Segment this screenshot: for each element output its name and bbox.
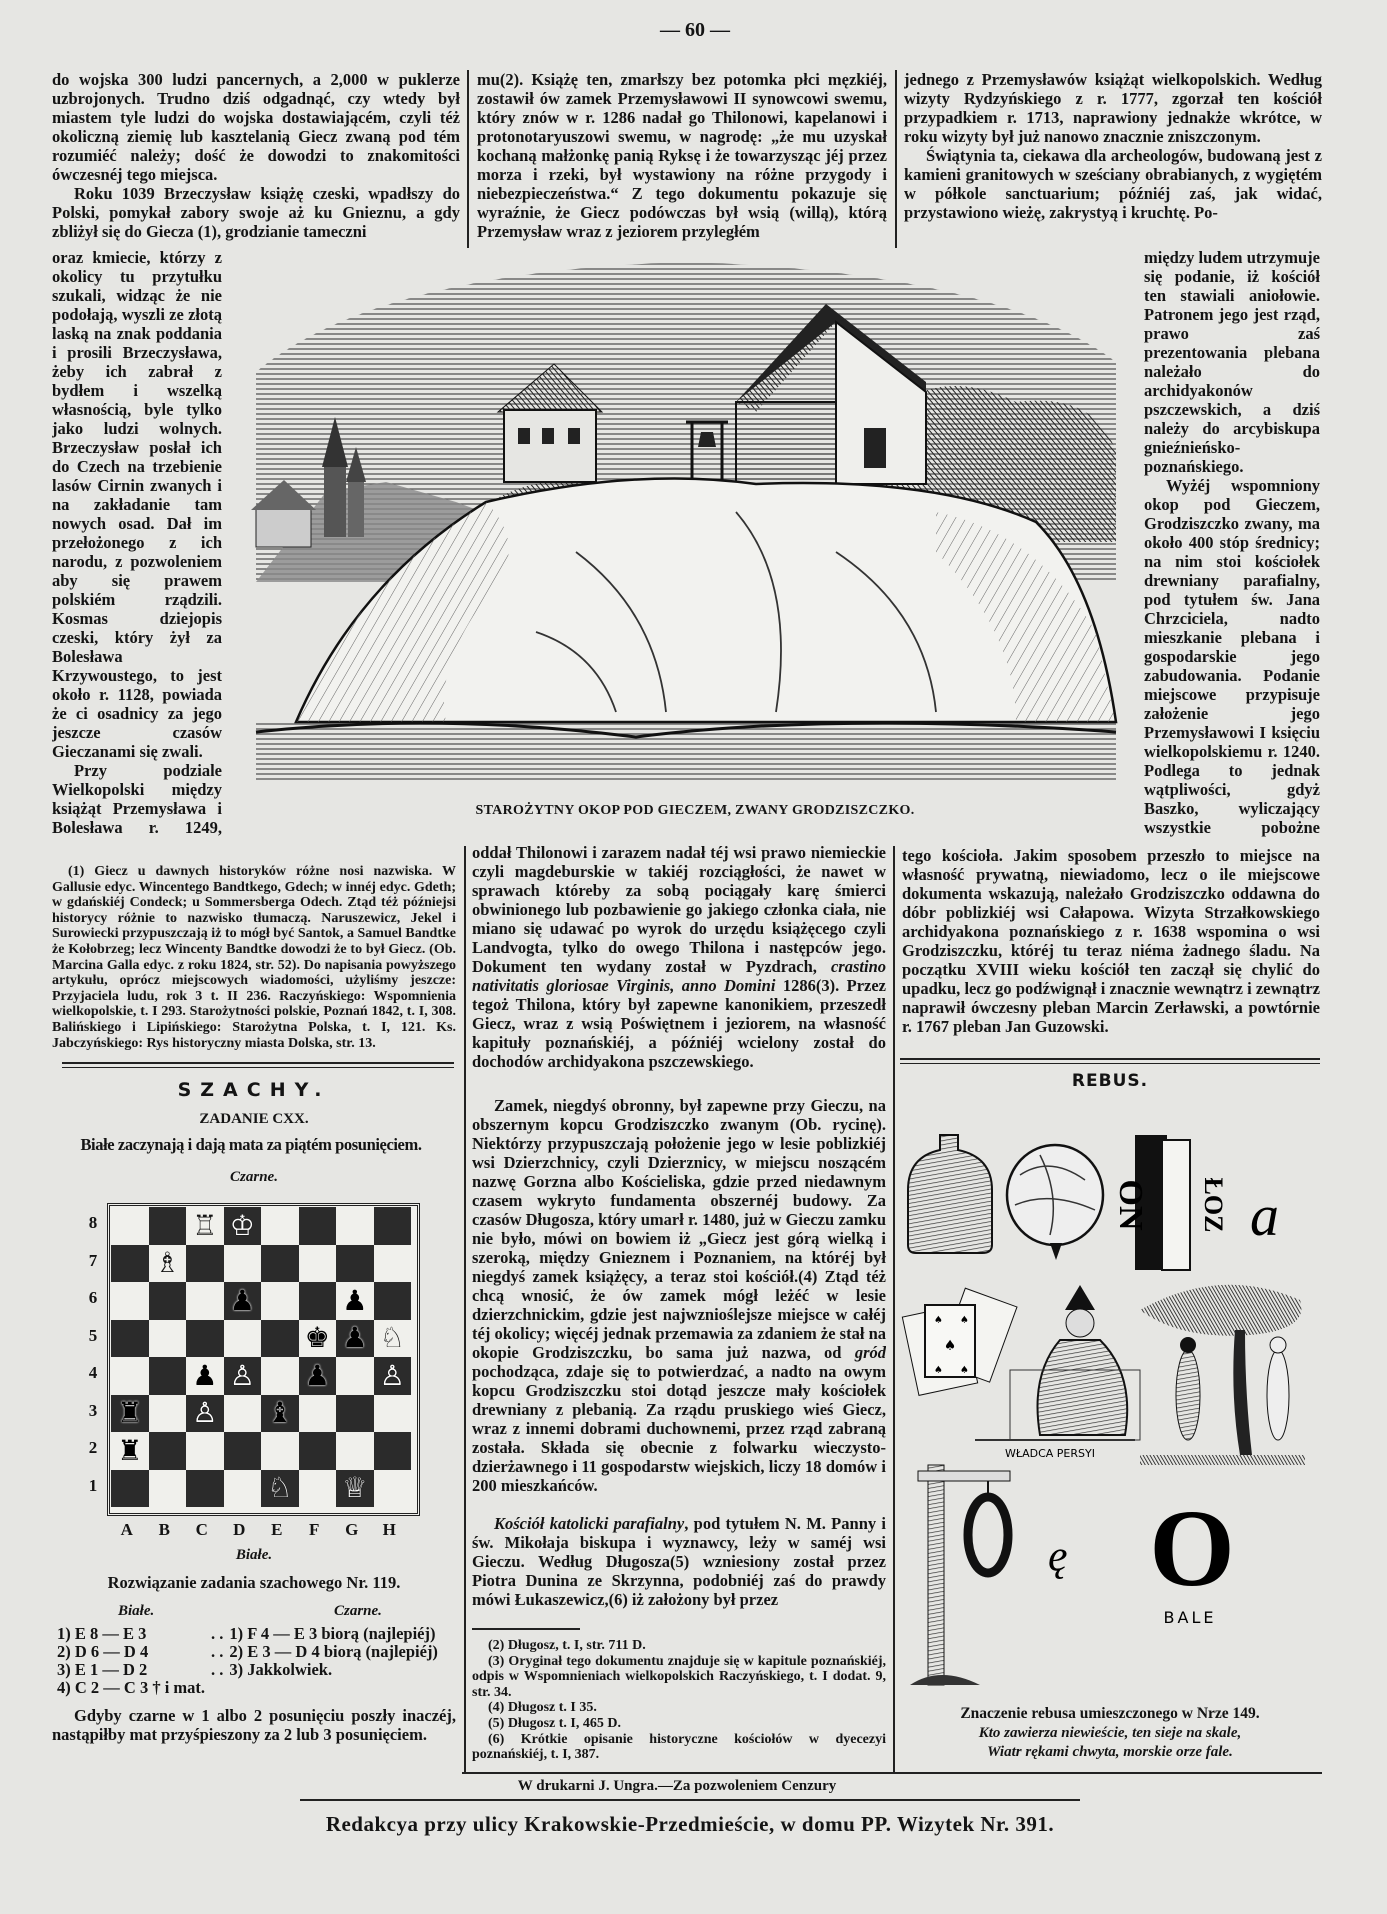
paragraph: Przy podziale Wielkopolski między książąt Przemysława i Bolesława r. 1249, <box>52 761 222 837</box>
printer-line: W drukarni J. Ungra.—Za pozwoleniem Cenzury <box>517 1778 837 1794</box>
svg-text:♠: ♠ <box>943 1338 957 1354</box>
column-divider <box>895 70 897 248</box>
footnote: (6) Krótkie opisanie historyczne kościołów w dyecezyi poznańskiéj, t. I, 387. <box>472 1731 886 1763</box>
solution-black-header: Czarne. <box>334 1603 382 1619</box>
move-white: 1) E 8 — E 3 <box>57 1624 147 1643</box>
board-square-e1 <box>261 1470 299 1508</box>
board-square-c6 <box>186 1282 224 1320</box>
article-right-narrow-column <box>1144 248 1320 837</box>
move-white: 2) D 6 — D 4 <box>57 1642 149 1661</box>
white-king-piece: ♔ <box>229 1208 255 1242</box>
black-bishop-piece: ♝ <box>267 1396 293 1430</box>
footnote-rule <box>472 1628 580 1630</box>
letter-block-icon <box>1112 1135 1228 1270</box>
white-knight-piece: ♘ <box>267 1471 293 1505</box>
board-square-b1 <box>149 1470 187 1508</box>
board-square-a3 <box>111 1395 149 1433</box>
article-middle-paragraph-3 <box>472 1514 886 1609</box>
italic-word: gród <box>854 1343 886 1362</box>
board-square-h6 <box>374 1282 412 1320</box>
board-square-g5 <box>336 1320 374 1358</box>
rebus-heading: REBUS. <box>1071 1071 1149 1091</box>
board-square-h3 <box>374 1395 412 1433</box>
file-label: A <box>120 1520 133 1539</box>
board-square-a2 <box>111 1432 149 1470</box>
board-square-g7 <box>336 1245 374 1283</box>
solution-moves-table <box>54 1625 441 1697</box>
white-pawn-piece: ♙ <box>379 1358 405 1392</box>
illustration-caption: STAROŻYTNY OKOP POD GIECZEM, ZWANY GRODZISZCZKO. <box>475 803 915 818</box>
footer-rule <box>462 1772 1322 1774</box>
board-square-h4 <box>374 1357 412 1395</box>
white-bishop-piece: ♗ <box>154 1246 180 1280</box>
board-square-a7 <box>111 1245 149 1283</box>
board-square-d2 <box>224 1432 262 1470</box>
rebus-letters-right: ŁOZ <box>1199 1177 1228 1233</box>
white-rook-piece: ♖ <box>192 1208 218 1242</box>
board-square-g3 <box>336 1395 374 1433</box>
file-label: D <box>233 1520 246 1539</box>
text: 1286(3). Przez tegoż Thilona, który był zapewne kanonikiem, przeszedł Giecz, wraz z wsią Poświętnem i jeziorem, na własność kapituły poznańskiéj, a późniéj wcielony został do dochodów archidyakona pszczewskiego. <box>472 976 886 1071</box>
footnote: (3) Oryginał tego dokumentu znajduje się w kapitule poznańskiéj, odpis w Wspomnieniach wielkopolskich Raczyńskiego, t. I dodat. 9, str. 34. <box>472 1653 886 1700</box>
double-rule <box>900 1063 1320 1064</box>
white-pawn-piece: ♙ <box>192 1396 218 1430</box>
engraving-grodziszczko-illustration <box>236 252 1131 800</box>
article-middle-paragraph-1 <box>472 843 886 1090</box>
board-square-a5 <box>111 1320 149 1358</box>
solution-move-row <box>54 1661 441 1679</box>
board-square-h1 <box>374 1470 412 1508</box>
page-number: — 60 — <box>660 19 730 41</box>
rebus-big-o: O <box>1149 1487 1235 1609</box>
svg-text:♠: ♠ <box>960 1365 969 1376</box>
paragraph: oraz kmiecie, którzy z okolicy tu przytułku szukali, widząc że nie podołają, wyszli ze złotą laską na znak poddania i prosili Brzeczysława, żeby ich zabrał z bydłem i wszelką własnością, byle tylko jako ludzi wolnych. Brzeczysław posłał ich do Czech na trzebienie lasów Cirnin zwanych i na zakładanie tam nowych osad. Dał im przełożonego z ich narodu, z pozwoleniem aby się prawem polskiém rządzili. Kosmas dziejopis czeski, który żył za Bolesława Krzywoustego, to jest około r. 1128, powiada że ci osadnicy za jego jeszcze czasów Gieczanami się zwali. <box>52 248 222 761</box>
black-pawn-piece: ♟ <box>229 1283 255 1317</box>
board-square-h8 <box>374 1207 412 1245</box>
solution-move-row <box>54 1679 441 1697</box>
black-pawn-piece: ♟ <box>304 1358 330 1392</box>
board-square-f4 <box>299 1357 337 1395</box>
move-dots <box>208 1679 226 1697</box>
footnote: (4) Długosz t. I 35. <box>488 1700 597 1716</box>
board-square-c4 <box>186 1357 224 1395</box>
black-rook-piece: ♜ <box>117 1396 143 1430</box>
board-square-a6 <box>111 1282 149 1320</box>
article-top-column-1 <box>52 70 460 241</box>
board-square-g6 <box>336 1282 374 1320</box>
board-square-c3 <box>186 1395 224 1433</box>
move-dots: . . <box>211 1624 224 1643</box>
chess-heading: SZACHY. <box>177 1079 331 1101</box>
column-divider <box>467 70 469 248</box>
move-dots: . . <box>211 1660 224 1679</box>
black-pawn-piece: ♟ <box>342 1321 368 1355</box>
column-divider <box>893 846 895 1772</box>
svg-text:♠: ♠ <box>960 1315 969 1326</box>
board-square-f8 <box>299 1207 337 1245</box>
solution-move-row <box>54 1643 441 1661</box>
chess-note-text: Gdyby czarne w 1 albo 2 posunięciu poszły inaczéj, nastąpiłby mat przyśpieszony za 2 lub 3 posunięciem. <box>52 1706 456 1744</box>
board-square-h7 <box>374 1245 412 1283</box>
rank-label: 3 <box>88 1400 98 1420</box>
gallows-icon <box>910 1465 1010 1685</box>
footnote: (2) Długosz, t. I, str. 711 D. <box>488 1638 646 1653</box>
rebus-letters-left: ON <box>1112 1179 1149 1231</box>
footer-rule <box>300 1799 1080 1801</box>
board-square-g4 <box>336 1357 374 1395</box>
double-rule <box>62 1067 454 1068</box>
rebus-answer-title: Znaczenie rebusa umieszczonego w Nrze 149. <box>960 1705 1260 1722</box>
paragraph: Świątynia ta, ciekawa dla archeologów, budowaną jest z kamieni granitowych w sześciany obrabianych, z wygiętém w półkole sanctuarium; późniéj zaś, jak widać, przystawiono wieżę, zakrystyą i kruchtę. Po- <box>904 146 1322 222</box>
board-square-g2 <box>336 1432 374 1470</box>
rebus-answer-line-2: Wiatr rękami chwyta, morskie orze fale. <box>987 1744 1233 1760</box>
board-square-d6 <box>224 1282 262 1320</box>
chess-board <box>107 1203 420 1516</box>
board-square-d4 <box>224 1357 262 1395</box>
board-square-a4 <box>111 1357 149 1395</box>
cabbage-icon <box>1007 1145 1103 1260</box>
board-square-f3 <box>299 1395 337 1433</box>
move-black: 1) F 4 — E 3 biorą (najlepiéj) <box>229 1624 436 1643</box>
board-square-a8 <box>111 1207 149 1245</box>
black-king-piece: ♚ <box>304 1321 330 1355</box>
board-square-d1 <box>224 1470 262 1508</box>
footnote-1 <box>52 864 456 1052</box>
rank-label: 2 <box>88 1438 98 1457</box>
board-square-e6 <box>261 1282 299 1320</box>
rank-label: 7 <box>88 1250 98 1270</box>
board-square-b8 <box>149 1207 187 1245</box>
board-square-e3 <box>261 1395 299 1433</box>
rebus-bale-label: BALE <box>1163 1608 1217 1627</box>
chess-instruction: Białe zaczynają i dają mata za piątém posunięciem. <box>80 1135 422 1154</box>
board-square-g8 <box>336 1207 374 1245</box>
board-square-f1 <box>299 1470 337 1508</box>
double-rule <box>62 1062 454 1064</box>
board-square-b3 <box>149 1395 187 1433</box>
latin-phrase: crastino nativitatis gloriosae Virginis, anno Domini <box>472 957 886 995</box>
file-label: G <box>345 1520 359 1539</box>
paragraph: mu(2). Książę ten, zmarłszy bez potomka płci męzkiéj, zostawił ów zamek Przemysławowi II synowcowi swemu, który znów w r. 1286 nadał go Thilonowi, kapelanowi i protonotaryuszowi swemu, w nagrodę: „że mu uzyskał kochaną małżonkę panią Ryksę i że towarzysząc jéj przez morza i rzeki, był wystawiony na różne przygody i niebezpieczeństwa.“ Z tego dokumentu pokazuje się wyraźnie, że Giecz podówczas był wsią (willą), którą Przemysław wraz z jeziorem przyległém <box>477 70 887 241</box>
double-rule <box>900 1058 1320 1060</box>
rebus-king-label: WŁADCA PERSYI <box>1005 1447 1095 1460</box>
black-side-label: Czarne. <box>230 1169 278 1185</box>
board-square-d3 <box>224 1395 262 1433</box>
editorial-address: Redakcya przy ulicy Krakowskie-Przedmieście, w domu PP. Wizytek Nr. 391. <box>325 1812 1055 1836</box>
article-top-column-2 <box>477 70 887 241</box>
svg-text:♠: ♠ <box>934 1365 943 1376</box>
board-square-c1 <box>186 1470 224 1508</box>
board-square-d7 <box>224 1245 262 1283</box>
paragraph: Roku 1039 Brzeczysław książę czeski, wpadłszy do Polski, pomykał zabory swoje aż ku Gnieznu, a gdy zbliżył się do Giecza (1), grodzianie tameczni <box>52 184 460 241</box>
rank-label: 6 <box>88 1288 98 1307</box>
board-square-b5 <box>149 1320 187 1358</box>
file-label: B <box>158 1520 170 1539</box>
file-label: E <box>271 1520 283 1539</box>
paragraph: tego kościoła. Jakim sposobem przeszło to miejsce na własność prywatną, niewiadomo, lecz o ile miejscowe dokumenta wskazują, należało Grodziszczko oddawna do dóbr poblizkiéj wsi Całapowa. Wizyta Strzałkowskiego archidyakona poznańskiego z r. 1638 wspomina o wsi Grodziszczku, któréj tu teraz niéma żadnego śladu. Na początku XVIII wieku kościół ten zaczął się chylić do upadku, lecz go podźwignął i znacznie wewnątrz i zewnątrz naprawił ówczesny pleban Marcin Zerławski, a powtórnie r. 1767 pleban Jan Guzowski. <box>902 846 1320 1036</box>
board-square-f7 <box>299 1245 337 1283</box>
rebus-letter-a: a <box>1250 1183 1279 1248</box>
board-square-f2 <box>299 1432 337 1470</box>
paragraph: jednego z Przemysławów książąt wielkopolskich. Według wizyty Rydzyńskiego z r. 1777, zgorzał ten kościół przypadkiem r. 1713, naprawiony jednakże wkrótce, w roku wizyty był już nanowo znacznie zniszczonym. <box>904 70 1322 146</box>
board-square-b7 <box>149 1245 187 1283</box>
board-square-e2 <box>261 1432 299 1470</box>
board-square-e8 <box>261 1207 299 1245</box>
text: Zamek, niegdyś obronny, był zapewne przy Gieczu, na obszernym kopcu Grodziszczko zwanym (Ob. rycinę). Niektórzy przypuszczają położenie jego w lesie poblizkiéj wsi Dzierzchnicy, czyli Dzierznicy, w miejscu noszącém nazwę Gorzna albo Kościeliska, gdzie przed niedawnym czasem wykryto fundamenta obszernéj budowy. Za czasów Długosza, który umarł r. 1480, już w Gieczu zamku nie było, mówi on bowiem iż „Giecz jest górą wielką i szeroką, między Gnieznem i Poznaniem, na któréj był niegdyś zamek książęcy, a teraz stoi kościół.(4) Ztąd téż chcą wnosić, że ów zamek mógł leżéć w lesie dzierzchnickim, gdzie jest najwznioślejsze miejsce w całéj téj okolicy; więcéj jednak przemawia za zdaniem że stał na okopie Grodziszczku, bo sama już nazwa, od <box>472 1096 886 1362</box>
board-square-d8 <box>224 1207 262 1245</box>
text: pochodząca, zdaje się to potwierdzać, a nadto na owym kopcu Grodziszczku stoi dotąd jeszcze mały kościołek drewniany z plebanią. Za rządu pruskiego wieś Giecz, wraz z innemi dobrami duchownemi, przez rząd zabraną została. Składa się obecnie z folwarku wieczysto-dzierżawnego i 11 gospodarstw wiejskich, liczy 18 domów i 200 mieszkańców. <box>472 1362 886 1495</box>
white-queen-piece: ♕ <box>342 1471 368 1505</box>
black-rook-piece: ♜ <box>117 1433 143 1467</box>
white-pawn-piece: ♙ <box>229 1358 255 1392</box>
chess-problem-number: ZADANIE CXX. <box>199 1111 309 1127</box>
rebus-letter-e: ę <box>1048 1531 1068 1580</box>
board-square-h5 <box>374 1320 412 1358</box>
board-square-e4 <box>261 1357 299 1395</box>
board-square-c7 <box>186 1245 224 1283</box>
article-top-column-3 <box>904 70 1322 241</box>
chess-note <box>52 1706 456 1766</box>
board-square-d5 <box>224 1320 262 1358</box>
board-square-b6 <box>149 1282 187 1320</box>
board-square-a1 <box>111 1470 149 1508</box>
paragraph <box>472 1514 886 1609</box>
board-square-f5 <box>299 1320 337 1358</box>
middle-footnotes <box>472 1638 886 1763</box>
board-square-f6 <box>299 1282 337 1320</box>
paragraph: między ludem utrzymuje się podanie, iż kościół ten stawiali aniołowie. Patronem jego jest rząd, prawo zaś prezentowania plebana należało do archidyakonów pszczewskich, a dziś należy do arcybiskupa gnieźnieńsko-poznańskiego. <box>1144 248 1320 476</box>
board-square-c8 <box>186 1207 224 1245</box>
board-square-e7 <box>261 1245 299 1283</box>
move-white: 3) E 1 — D 2 <box>57 1660 148 1679</box>
paragraph <box>472 1096 886 1495</box>
board-square-e5 <box>261 1320 299 1358</box>
move-white: 4) C 2 — C 3 † i mat. <box>57 1678 206 1697</box>
rank-label: 1 <box>88 1475 98 1495</box>
playing-cards-icon <box>902 1288 1017 1395</box>
article-right-lower <box>902 846 1320 1055</box>
board-square-g1 <box>336 1470 374 1508</box>
move-dots: . . <box>211 1642 224 1661</box>
file-label: H <box>382 1520 396 1539</box>
adam-eve-tree-icon <box>1140 1285 1305 1465</box>
rank-label: 5 <box>88 1325 98 1345</box>
solution-move-row <box>54 1625 441 1643</box>
board-square-c2 <box>186 1432 224 1470</box>
text: , pod tytułem N. M. Panny i św. Mikołaja biskupa i wyznawcy, leży w saméj wsi Gieczu. Według Długosza(5) wzniesiony został przez Piotra Dunina ze Skrzynna, podobniéj zaś do prawdy mówi Łukaszewicz,(6) iż założony był przez <box>472 1514 886 1609</box>
column-divider <box>464 846 466 1772</box>
black-pawn-piece: ♟ <box>192 1358 218 1392</box>
paragraph: Wyżéj wspomniony okop pod Gieczem, Grodziszczko zwany, ma około 400 stóp średnicy; na nim stoi kościołek drewniany parafialny, pod tytułem św. Jana Chrzciciela, nadto mieszkanie plebana i gospodarskie jego zabudowania. Podanie miejscowe przypisuje założenie jego Przemysławowi I księciu wielkopolskiemu r. 1240. Podlega to jednak wątpliwości, gdyż Baszko, wyliczający wszystkie pobożne <box>1144 476 1320 837</box>
footnote-text: (1) Giecz u dawnych historyków różne nosi nazwiska. W Gallusie edyc. Wincentego Bandtkego, Gdech; w innéj edyc. Gdeth; w gdańskiéj Condeck; u Sommersberga Odech. Ztąd téż późniejsi historycy różnie to nazwisko tłumaczą. Naruszewicz, Jekel i Surowiecki przypuszczają iż to mógł być Santok, a Samuel Bandtke że Kołobrzeg; lecz Wincenty Bandtke dowodzi że to był Giecz. (Ob. Marcina Galla edyc. z roku 1824, str. 52). Do napisania powyższego artykułu, oprócz miejscowych wiadomości, użyliśmy jeszcze: Przyjaciela ludu, rok 3 t. II 236. Raczyńskiego: Wspomnienia wielkopolskie, t. I 293. Starożytności polskie, Poznań 1842, t. I, 308. Balińskiego i Lipińskiego: Starożytna Polska, t. I, 121. Ks. Jabczyńskiego: Rys historyczny miasta Dolska, str. 13. <box>52 864 456 1051</box>
paragraph <box>472 843 886 1071</box>
rank-label: 4 <box>88 1363 98 1382</box>
board-square-b4 <box>149 1357 187 1395</box>
move-black: 3) Jakkolwiek. <box>229 1660 333 1679</box>
text: oddał Thilonowi i zarazem nadał téj wsi prawo niemieckie czyli magdeburskie w takiéj rozciągłości, że nawet w sprawach któreby za sobą pociągały karę śmierci obwinionego lub pozbawienie go jakiego członka ciała, nie miano się udawać po wyrok do urzędu książęcego czyli Landvogta, tylko do owego Thilona i następców jego. Dokument ten wydany został w Pyzdrach, <box>472 843 886 976</box>
black-pawn-piece: ♟ <box>342 1283 368 1317</box>
move-black: 2) E 3 — D 4 biorą (najlepiéj) <box>229 1642 438 1661</box>
rebus-picture <box>900 1095 1360 1695</box>
bottle-icon <box>908 1135 992 1253</box>
solution-title: Rozwiązanie zadania szachowego Nr. 119. <box>107 1573 401 1592</box>
move-black <box>226 1679 441 1697</box>
paragraph: do wojska 300 ludzi pancernych, a 2,000 w puklerze uzbrojonych. Trudno dziś odgadnąć, czy wtedy był miastem tyle ludzi do wojska dostawiającém, czyli téż okoliczną ziemię lub kasztelanią Giecz zwaną pod tém rozumiéć należy; dość że dowodzi to znakomitości ówczesnéj tego miejsca. <box>52 70 460 184</box>
board-square-c5 <box>186 1320 224 1358</box>
footnote: (5) Długosz t. I, 465 D. <box>488 1715 621 1731</box>
white-knight-piece: ♘ <box>379 1321 405 1355</box>
rank-label: 8 <box>88 1213 98 1232</box>
file-label: C <box>195 1520 208 1539</box>
white-side-label: Białe. <box>235 1547 273 1563</box>
italic-heading: Kościół katolicki parafialny <box>494 1514 685 1533</box>
rebus-answer-line-1: Kto zawierza niewieście, ten sieje na skale, <box>978 1725 1242 1741</box>
board-square-b2 <box>149 1432 187 1470</box>
article-left-narrow-column <box>52 248 222 837</box>
file-label: F <box>309 1520 320 1539</box>
article-middle-paragraph-2 <box>472 1096 886 1495</box>
svg-text:♠: ♠ <box>934 1315 943 1326</box>
solution-white-header: Białe. <box>118 1603 155 1619</box>
board-square-h2 <box>374 1432 412 1470</box>
